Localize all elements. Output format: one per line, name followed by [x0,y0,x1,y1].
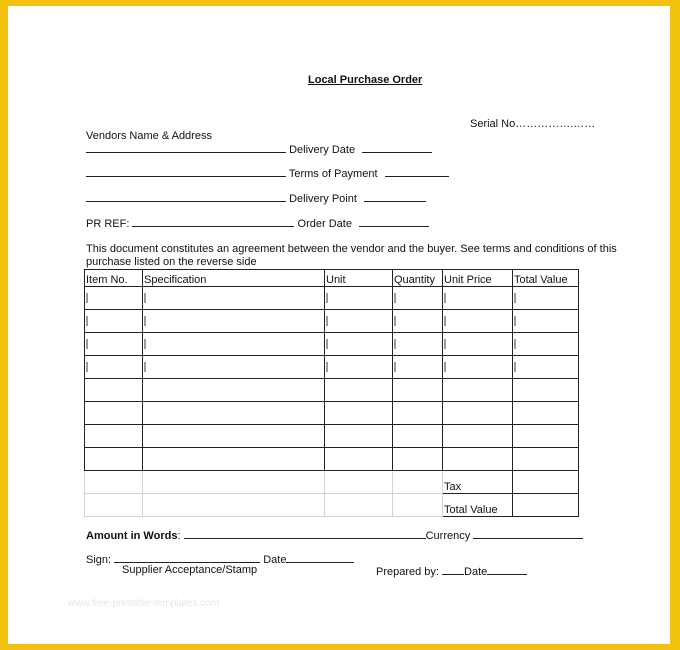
table-cell[interactable] [393,471,443,494]
table-cell[interactable] [393,333,443,356]
currency-field[interactable] [473,528,583,539]
amount-words-label: Amount in Words [86,530,178,542]
text-cursor-icon [514,339,516,349]
table-row [85,448,579,471]
text-cursor-icon [394,316,396,326]
table-cell[interactable] [443,310,513,333]
text-cursor-icon [514,293,516,303]
sign-date-field[interactable] [286,552,354,563]
table-cell[interactable] [393,379,443,402]
table-cell[interactable] [393,448,443,471]
table-cell[interactable] [143,471,325,494]
table-row [85,310,579,333]
sign-label: Sign: [86,554,112,566]
supplier-acceptance-label: Supplier Acceptance/Stamp [122,564,258,576]
header-item-no: Item No. [85,270,143,287]
prepared-by-field[interactable] [442,564,464,575]
table-cell[interactable] [325,448,393,471]
header-specification: Specification [143,270,325,287]
text-cursor-icon [326,339,328,349]
table-cell[interactable] [513,333,579,356]
sign-date-label: Date [263,554,287,566]
text-cursor-icon [86,316,88,326]
table-cell[interactable] [393,310,443,333]
delivery-point-row [86,191,426,206]
table-cell[interactable] [85,402,143,425]
text-cursor-icon [514,316,516,326]
watermark-text: www.free-printable-templates.com [68,598,220,609]
table-cell[interactable] [393,402,443,425]
prepared-date-field[interactable] [487,564,527,575]
table-cell[interactable] [513,379,579,402]
prepared-by-label: Prepared by: [376,566,439,578]
table-cell[interactable] [393,287,443,310]
text-cursor-icon [144,293,146,303]
vendor-label: Vendors Name & Address [86,130,212,142]
table-cell[interactable] [143,287,325,310]
amount-words-colon: : [177,530,181,542]
text-cursor-icon [326,362,328,372]
table-cell[interactable] [443,425,513,448]
table-cell[interactable] [325,310,393,333]
tax-label: Tax [443,471,513,494]
text-cursor-icon [144,339,146,349]
items-table [84,269,579,517]
delivery-date-field[interactable] [362,142,432,153]
table-cell[interactable] [143,333,325,356]
table-header-row [85,270,579,287]
table-cell[interactable] [443,402,513,425]
table-cell[interactable] [325,333,393,356]
table-cell[interactable] [325,425,393,448]
prepared-by-row [376,564,527,579]
header-unit-price: Unit Price [443,270,513,287]
currency-label: Currency [425,530,471,542]
table-cell[interactable] [325,287,393,310]
table-row [85,333,579,356]
amount-words-row [86,528,583,543]
table-cell[interactable] [393,425,443,448]
table-cell[interactable] [143,425,325,448]
text-cursor-icon [326,316,328,326]
table-cell[interactable] [85,356,143,379]
total-value-cell[interactable] [513,494,579,517]
delivery-date-label: Delivery Date [289,144,356,156]
total-value-label: Total Value [443,494,513,517]
delivery-point-label: Delivery Point [289,193,357,205]
table-cell[interactable] [513,425,579,448]
table-cell[interactable] [513,310,579,333]
order-date-label: Order Date [297,218,352,230]
table-cell[interactable] [85,425,143,448]
total-row [85,494,579,517]
text-cursor-icon [326,293,328,303]
order-date-field[interactable] [359,216,429,227]
table-cell[interactable] [513,287,579,310]
table-cell[interactable] [513,356,579,379]
table-row [85,379,579,402]
table-cell[interactable] [143,402,325,425]
text-cursor-icon [86,293,88,303]
table-cell[interactable] [443,287,513,310]
table-row [85,425,579,448]
text-cursor-icon [144,316,146,326]
table-row [85,287,579,310]
pr-ref-label: PR REF: [86,218,130,230]
table-cell[interactable] [85,287,143,310]
table-cell[interactable] [443,448,513,471]
header-unit: Unit [325,270,393,287]
table-cell[interactable] [85,379,143,402]
text-cursor-icon [514,362,516,372]
text-cursor-icon [394,362,396,372]
terms-payment-label: Terms of Payment [288,168,378,180]
pr-ref-row [86,216,429,231]
text-cursor-icon [444,293,446,303]
table-cell[interactable] [325,356,393,379]
table-cell[interactable] [143,356,325,379]
vendor-line-1[interactable] [86,142,286,153]
delivery-point-field[interactable] [364,191,426,202]
table-cell[interactable] [513,448,579,471]
table-cell[interactable] [143,494,325,517]
text-cursor-icon [444,316,446,326]
table-row [85,402,579,425]
table-cell[interactable] [85,494,143,517]
tax-row [85,471,579,494]
text-cursor-icon [86,339,88,349]
table-cell[interactable] [443,333,513,356]
table-cell[interactable] [85,310,143,333]
text-cursor-icon [394,339,396,349]
table-cell[interactable] [143,379,325,402]
table-cell[interactable] [143,448,325,471]
serial-number: Serial No…………….…… [470,118,596,130]
document-title: Local Purchase Order [308,74,423,86]
table-cell[interactable] [393,494,443,517]
table-cell[interactable] [513,402,579,425]
table-row [85,356,579,379]
tax-value-cell[interactable] [513,471,579,494]
vendor-line-2[interactable] [86,166,286,177]
table-cell[interactable] [443,356,513,379]
agreement-text: This document constitutes an agreement between the vendor and the buyer. See terms and conditions of this purchase listed on the reverse side [86,243,617,268]
sign-field[interactable] [114,552,260,563]
text-cursor-icon [394,293,396,303]
table-cell[interactable] [85,448,143,471]
table-cell[interactable] [85,471,143,494]
text-cursor-icon [444,362,446,372]
table-cell[interactable] [325,494,393,517]
header-quantity: Quantity [393,270,443,287]
text-cursor-icon [144,362,146,372]
text-cursor-icon [444,339,446,349]
amount-words-field[interactable] [184,528,426,539]
table-cell[interactable] [325,402,393,425]
vendor-line-3[interactable] [86,191,286,202]
pr-ref-field[interactable] [132,216,294,227]
header-total-value: Total Value [513,270,579,287]
terms-payment-field[interactable] [385,166,449,177]
table-cell[interactable] [143,310,325,333]
table-cell[interactable] [443,379,513,402]
table-cell[interactable] [393,356,443,379]
table-cell[interactable] [325,379,393,402]
document-page [8,6,670,644]
terms-row [86,166,449,181]
delivery-date-row [86,142,432,157]
prepared-date-label: Date [464,566,488,578]
table-cell[interactable] [85,333,143,356]
table-cell[interactable] [325,471,393,494]
text-cursor-icon [86,362,88,372]
